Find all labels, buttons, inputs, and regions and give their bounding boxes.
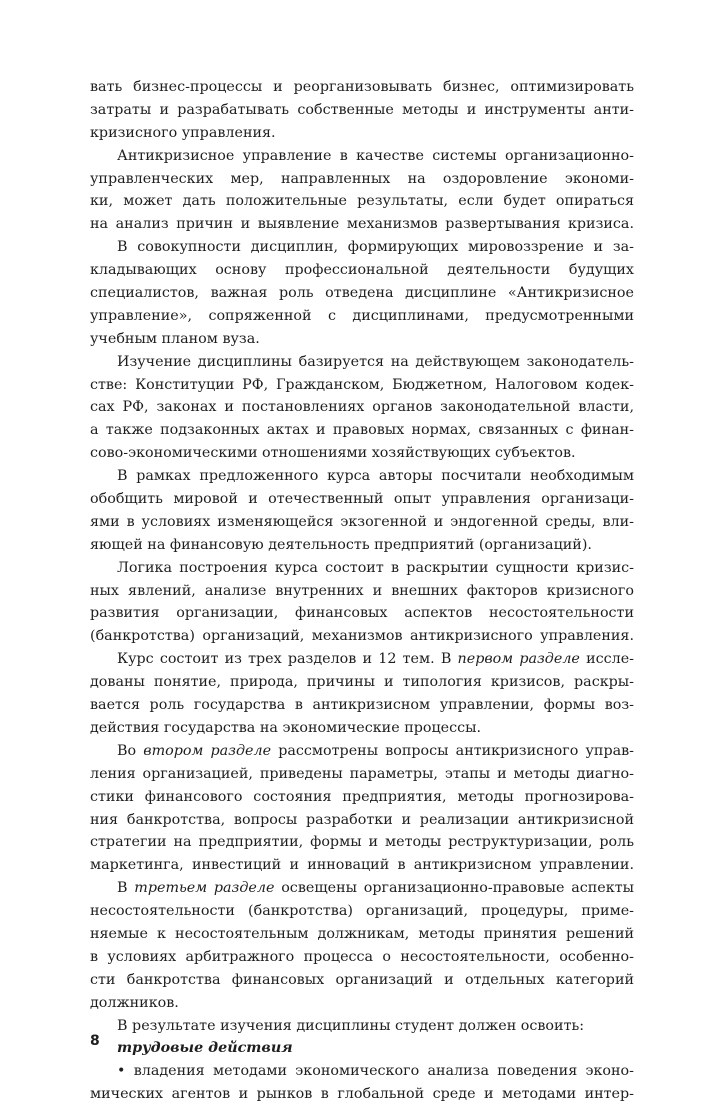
line-3: кризисного управления. <box>90 124 276 141</box>
line-7: на анализ причин и выявление механизмов развертывания кризиса. <box>90 216 634 233</box>
line-1: вать бизнес-процессы и реорганизовывать бизнес, оптимизировать <box>90 79 634 95</box>
line-12: учебным планом вуза. <box>90 330 260 347</box>
document-page <box>90 76 634 1106</box>
line-40: сти банкротства финансовых организаций и отдельных категорий <box>90 971 634 988</box>
line-27: дованы понятие, природа, причины и типология кризисов, раскры- <box>90 674 634 691</box>
line-36: В третьем разделе освещены организационно-правовые аспекты <box>117 880 634 897</box>
line-5: управленческих мер, направленных на оздоровление экономи- <box>90 170 634 187</box>
line-24: развития организации, финансовых аспектов несостоятельности <box>90 605 634 622</box>
line-17: сово-экономическими отношениями хозяйствующих субъектов. <box>90 445 576 462</box>
line-26: Курс состоит из трех разделов и 12 тем. В первом разделе иссле- <box>117 651 634 668</box>
page-number: 8 <box>90 1033 100 1049</box>
line-43 <box>90 1037 634 1060</box>
line-22: Логика построения курса состоит в раскрытии сущности кризис- <box>117 559 634 576</box>
italic-term: третьем разделе <box>134 880 275 897</box>
line-16: а также подзаконных актах и правовых нормах, связанных с финан- <box>90 422 634 439</box>
line-29: действия государства на экономические процессы. <box>90 719 482 736</box>
line-45: мических агентов и рынков в глобальной среде и методами интер- <box>90 1086 634 1103</box>
line-44: • владения методами экономического анализа поведения эконо- <box>117 1063 634 1080</box>
bold-italic-heading: трудовые действия <box>117 1040 293 1057</box>
line-34: стратегии на предприятии, формы и методы реструктуризации, роль <box>90 834 634 851</box>
line-13: Изучение дисциплины базируется на действующем законодатель- <box>117 353 634 370</box>
line-33: ния банкротства, вопросы разработки и реализации антикризисной <box>90 811 634 828</box>
line-41: должников. <box>90 994 179 1011</box>
line-37: несостоятельности (банкротства) организаций, процедуры, приме- <box>90 903 634 920</box>
italic-term: первом разделе <box>457 651 580 668</box>
line-20: ями в условиях изменяющейся экзогенной и эндогенной среды, вли- <box>90 513 634 530</box>
line-19: обобщить мировой и отечественный опыт управления организаци- <box>90 491 634 508</box>
line-14: стве: Конституции РФ, Гражданском, Бюджетном, Налоговом кодек- <box>90 376 634 393</box>
line-23: ных явлений, анализе внутренних и внешних факторов кризисного <box>90 582 634 599</box>
line-2: затраты и разрабатывать собственные методы и инструменты анти- <box>90 101 634 118</box>
line-8: В совокупности дисциплин, формирующих мировоззрение и за- <box>117 239 634 256</box>
line-4: Антикризисное управление в качестве системы организационно- <box>117 147 634 164</box>
line-35: маркетинга, инвестиций и инноваций в антикризисном управлении. <box>90 857 634 874</box>
line-30: Во втором разделе рассмотрены вопросы антикризисного управ- <box>117 742 635 759</box>
line-39: в условиях арбитражного процесса о несостоятельности, особенно- <box>90 948 634 965</box>
line-10: специалистов, важная роль отведена дисциплине «Антикризисное <box>90 285 634 302</box>
line-21: яющей на финансовую деятельность предприятий (организаций). <box>90 536 592 553</box>
line-25: (банкротства) организаций, механизмов антикризисного управления. <box>90 628 634 645</box>
line-18: В рамках предложенного курса авторы посчитали необходимым <box>117 468 634 485</box>
line-11: управление», сопряженной с дисциплинами, предусмотренными <box>90 307 634 324</box>
line-32: стики финансового состояния предприятия, методы прогнозирова- <box>90 788 634 805</box>
line-42: В результате изучения дисциплины студент должен освоить: <box>117 1017 585 1034</box>
line-15: сах РФ, законах и постановлениях органов законодательной власти, <box>90 399 634 416</box>
line-28: вается роль государства в антикризисном управлении, формы воз- <box>90 697 634 714</box>
line-6: ки, может дать положительные результаты, если будет опираться <box>90 193 634 210</box>
line-9: кладывающих основу профессиональной деятельности будущих <box>90 262 634 279</box>
line-31: ления организацией, приведены параметры, этапы и методы диагно- <box>90 765 634 782</box>
italic-term: втором разделе <box>143 742 272 759</box>
line-38: няемые к несостоятельным должникам, методы принятия решений <box>90 925 634 942</box>
